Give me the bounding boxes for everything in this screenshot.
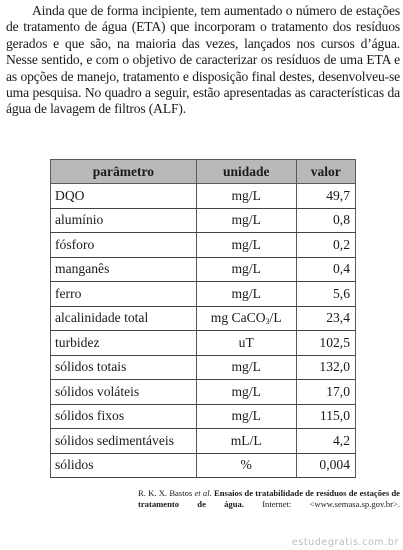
source-authors: R. K. X. Bastos	[138, 488, 195, 498]
table-row	[51, 355, 356, 380]
row-param: sólidos voláteis	[51, 380, 197, 405]
alf-characteristics-table	[50, 159, 356, 478]
row-unit: mg/L	[196, 404, 296, 429]
table-row	[51, 306, 356, 331]
row-value: 115,0	[296, 404, 355, 429]
row-value: 102,5	[296, 331, 355, 356]
row-value: 49,7	[296, 184, 355, 209]
table-row	[51, 453, 356, 478]
row-unit: mL/L	[196, 429, 296, 454]
row-unit: mg/L	[196, 282, 296, 307]
row-unit: mg/L	[196, 184, 296, 209]
row-param: sólidos sedimentáveis	[51, 429, 197, 454]
intro-paragraph: Ainda que de forma incipiente, tem aumentado o número de estações de tratamento de água (ETA) que incorporam o tratamento dos resíduos gerados e que são, na maioria das vezes, lançados nos cursos d’água. Nesse sentido, e com o objetivo de caracterizar os resíduos de uma ETA e as opções de manejo, tratamento e disposição final destes, desenvolveu-se uma pesquisa. No quadro a seguir, estão apresentadas as características da água de lavagem de filtros (ALF).	[6, 3, 400, 117]
header-unidade: unidade	[196, 160, 296, 184]
table-row	[51, 429, 356, 454]
row-param: fósforo	[51, 233, 197, 258]
source-etal: et al.	[194, 488, 212, 498]
row-param: sólidos fixos	[51, 404, 197, 429]
row-param: manganês	[51, 257, 197, 282]
table-row	[51, 233, 356, 258]
source-title: Ensaios de tratabilidade de resíduos de estações de tratamento de água.	[138, 488, 400, 509]
table-row	[51, 184, 356, 209]
source-internet: Internet: <www.semasa.sp.gov.br>.	[243, 498, 400, 509]
row-param: turbidez	[51, 331, 197, 356]
row-param: sólidos totais	[51, 355, 197, 380]
row-unit: mg/L	[196, 355, 296, 380]
table-row	[51, 380, 356, 405]
row-value: 0,2	[296, 233, 355, 258]
row-unit-caco3: mg CaCO$_3$/L	[196, 306, 296, 331]
row-unit: uT	[196, 331, 296, 356]
watermark: estudegratis.com.br	[291, 537, 399, 548]
row-param: alumínio	[51, 208, 197, 233]
row-value: 0,4	[296, 257, 355, 282]
row-value: 23,4	[296, 306, 355, 331]
row-param: sólidos	[51, 453, 197, 478]
row-param: DQO	[51, 184, 197, 209]
row-value: 132,0	[296, 355, 355, 380]
row-unit: mg/L	[196, 257, 296, 282]
row-value: 0,8	[296, 208, 355, 233]
row-unit: %	[196, 453, 296, 478]
table-row	[51, 257, 356, 282]
row-unit: mg/L	[196, 208, 296, 233]
table-row	[51, 208, 356, 233]
row-value: 5,6	[296, 282, 355, 307]
table-row	[51, 404, 356, 429]
row-param: alcalinidade total	[51, 306, 197, 331]
row-unit: mg/L	[196, 233, 296, 258]
header-valor: valor	[296, 160, 355, 184]
row-unit: mg/L	[196, 380, 296, 405]
table-row	[51, 282, 356, 307]
table-header-row	[51, 160, 356, 184]
row-value: 4,2	[296, 429, 355, 454]
source-citation	[138, 488, 400, 509]
header-parametro: parâmetro	[51, 160, 197, 184]
row-param: ferro	[51, 282, 197, 307]
row-value: 17,0	[296, 380, 355, 405]
row-value: 0,004	[296, 453, 355, 478]
table-row	[51, 331, 356, 356]
